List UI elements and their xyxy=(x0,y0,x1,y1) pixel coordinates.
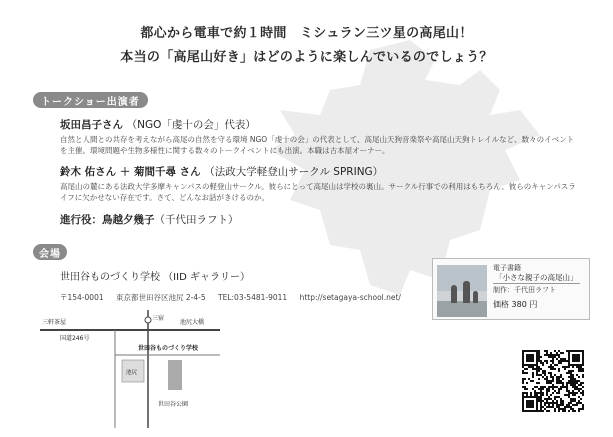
qr-code[interactable] xyxy=(520,348,586,414)
speaker-2-description: 高尾山の麓にある法政大学多摩キャンパスの軽登山サークル。彼らにとって高尾山は学校の裏山。サークル行事での利用はもちろん、彼らのキャンパスライフに欠かせない存在です。さて、どんなお話がきけるのか。 xyxy=(60,182,576,202)
speaker-2-name: 鈴木 佑さん ＋ 菊間千尋 さん xyxy=(60,166,201,178)
speaker-1-heading xyxy=(60,118,580,132)
map-label-sangenjaya: 三軒茶屋 xyxy=(42,319,67,326)
venue-url[interactable]: http://setagaya-school.net/ xyxy=(299,293,401,302)
moderator-name: 進行役：鳥越夕幾子 xyxy=(60,214,155,226)
speaker-1-name: 坂田昌子さん xyxy=(60,119,123,131)
headline-line-1: 都心から電車で約１時間 ミシュラン三ツ星の高尾山！ xyxy=(140,26,473,41)
venue-address-line xyxy=(60,292,411,303)
ebook-title: 「小さな親子の高尾山」 xyxy=(495,273,578,282)
map-label-sancho: 三宿 xyxy=(152,315,165,322)
speakers-label: トークショー出演者 xyxy=(33,92,148,108)
ebook-tag: 電子書籍 xyxy=(493,264,521,272)
moderator xyxy=(60,212,239,227)
map-label-setagaya-park: 世田谷公園 xyxy=(158,401,189,408)
speaker-2-org: （法政大学軽登山サークル SPRING） xyxy=(204,166,384,178)
speaker-2-heading xyxy=(60,165,580,179)
speaker-2 xyxy=(60,165,580,203)
map-label-ikejiri: 池尻 xyxy=(126,370,138,376)
ebook-cover-image xyxy=(437,265,487,317)
venue-name: 世田谷ものづくり学校 （IID ギャラリー） xyxy=(60,272,250,283)
map-label-route246: 国道246号 xyxy=(60,335,90,342)
venue-tel: TEL:03-5481-9011 xyxy=(218,293,288,302)
map-label-ikejiri-ohashi: 池尻大橋 xyxy=(180,319,205,326)
speaker-1 xyxy=(60,118,580,156)
ebook-price: 価格 380 円 xyxy=(493,300,538,309)
speaker-1-org: （NGO「虔十の会」代表） xyxy=(126,119,256,131)
venue-postal: 〒154-0001 xyxy=(60,293,104,302)
map-label-school: 世田谷ものづくり学校 xyxy=(138,345,199,352)
ebook-author: 制作：千代田ラフト xyxy=(493,286,556,294)
ebook-panel xyxy=(432,258,590,320)
headline xyxy=(0,22,613,70)
access-map xyxy=(40,310,220,428)
moderator-org: （千代田ラフト） xyxy=(154,214,239,226)
venue-label: 会場 xyxy=(33,244,67,260)
venue-address: 東京都世田谷区池尻 2-4-5 xyxy=(116,293,206,302)
headline-line-2: 本当の「高尾山好き」はどのように楽しんでいるのでしょう？ xyxy=(120,50,493,65)
speaker-1-description: 自然と人間との共存を考えながら高尾の自然を守る環境 NGO「虔十の会」の代表として、高尾山天狗音楽祭や高尾山天狗トレイルなど、数々のイベントを主催。環境問題や生物多様性に関する数々のトークイベントにも出演。本職は古本屋オーナー。 xyxy=(60,135,575,155)
